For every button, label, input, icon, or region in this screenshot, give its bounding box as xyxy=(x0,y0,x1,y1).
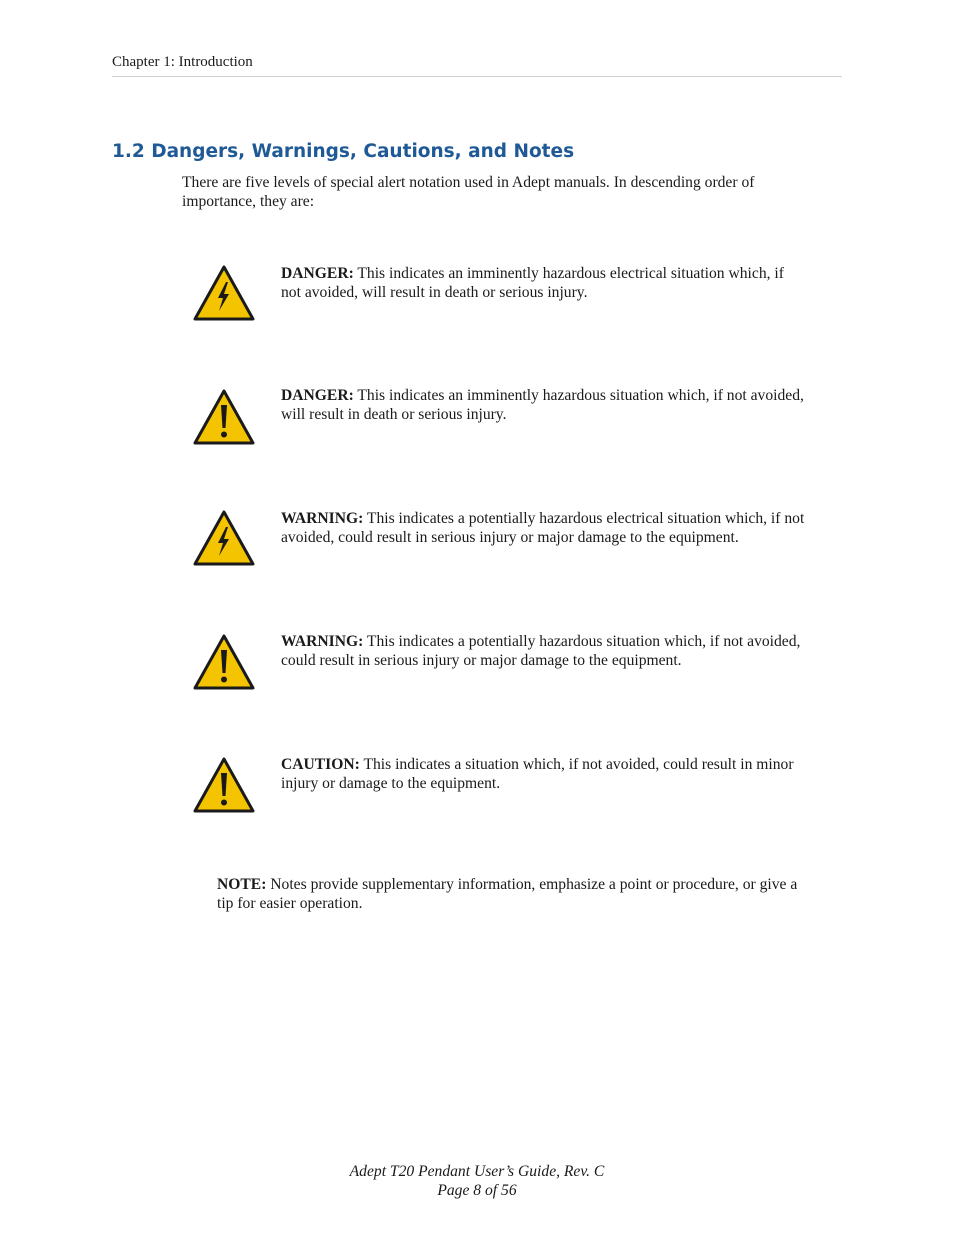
page-footer xyxy=(0,1162,954,1200)
alert-body: This indicates an imminently hazardous electrical situation which, if not avoided, will result in death or serious injury. xyxy=(281,265,784,301)
alert-danger-general xyxy=(281,386,806,424)
alert-body: This indicates a potentially hazardous situation which, if not avoided, could result in serious injury or major damage to the equipment. xyxy=(281,633,801,669)
alert-warning-electrical xyxy=(281,509,806,547)
alert-label: DANGER: xyxy=(281,387,354,404)
electrical-hazard-icon xyxy=(192,509,256,567)
page-number: Page 8 of 56 xyxy=(437,1182,517,1199)
guide-title: Adept T20 Pendant User’s Guide, Rev. C xyxy=(349,1163,605,1180)
general-hazard-icon xyxy=(192,756,256,814)
alert-label: WARNING: xyxy=(281,510,364,527)
note-paragraph xyxy=(217,875,817,913)
alert-body: This indicates a potentially hazardous electrical situation which, if not avoided, could result in serious injury or major damage to the equipment. xyxy=(281,510,805,546)
alert-danger-electrical xyxy=(281,264,806,302)
intro-paragraph: There are five levels of special alert notation used in Adept manuals. In descending order of importance, they are: xyxy=(182,174,755,210)
alert-label: WARNING: xyxy=(281,633,364,650)
alert-caution xyxy=(281,755,806,793)
general-hazard-icon xyxy=(192,388,256,446)
alert-label: CAUTION: xyxy=(281,756,360,773)
note-body: Notes provide supplementary information, emphasize a point or procedure, or give a tip for easier operation. xyxy=(217,876,798,912)
alert-body: This indicates an imminently hazardous situation which, if not avoided, will result in death or serious injury. xyxy=(281,387,804,423)
running-header xyxy=(112,52,842,77)
electrical-hazard-icon xyxy=(192,264,256,322)
general-hazard-icon xyxy=(192,633,256,691)
section-title: 1.2 Dangers, Warnings, Cautions, and Notes xyxy=(112,141,575,162)
note-label: NOTE: xyxy=(217,876,267,893)
alert-label: DANGER: xyxy=(281,265,354,282)
alert-body: This indicates a situation which, if not avoided, could result in minor injury or damage to the equipment. xyxy=(281,756,794,792)
alert-warning-general xyxy=(281,632,806,670)
chapter-label: Chapter 1: Introduction xyxy=(112,54,253,70)
